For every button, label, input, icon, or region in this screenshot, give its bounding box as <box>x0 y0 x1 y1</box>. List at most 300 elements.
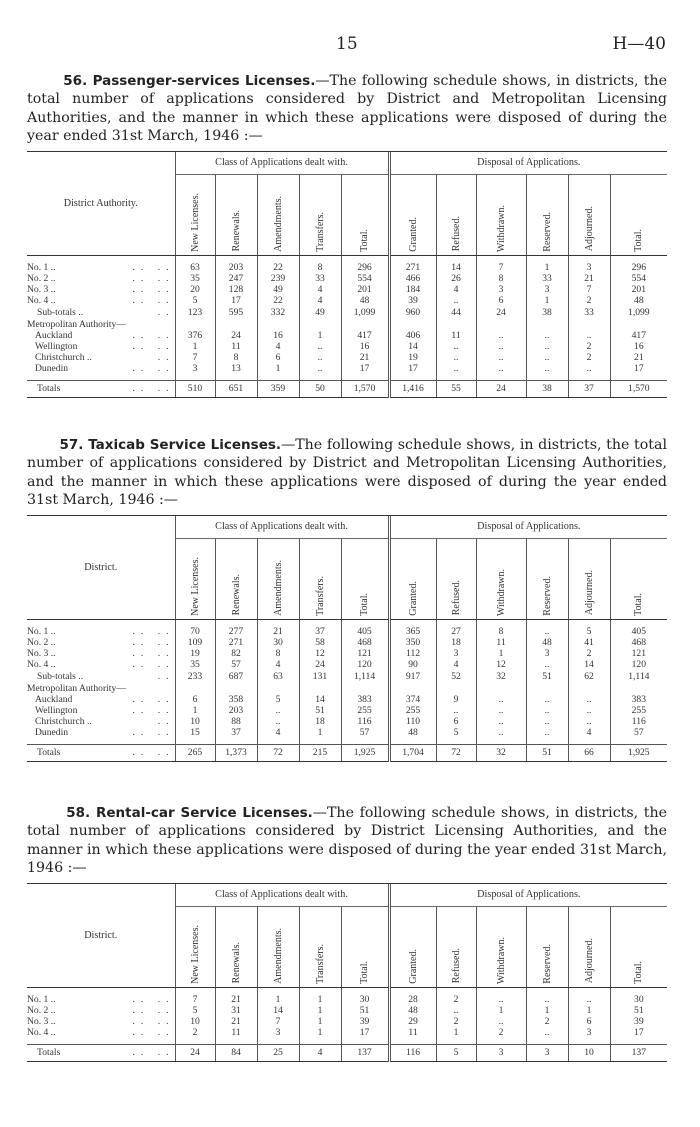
cell-value: .. <box>436 1005 476 1016</box>
cell-value: 1 <box>526 295 568 306</box>
cell-value: 687 <box>215 670 257 684</box>
section-heading: 58. Rental-car Service Licenses. <box>66 805 313 821</box>
cell-value: 1,704 <box>389 744 436 761</box>
cell-value: 17 <box>389 363 436 374</box>
cell-value: 10 <box>175 716 215 727</box>
row-label <box>27 295 175 306</box>
column-header-text: Renewals. <box>230 574 242 616</box>
cell-value: 8 <box>476 626 526 637</box>
column-header-text: Granted. <box>407 216 419 252</box>
column-header <box>568 174 610 255</box>
cell-value: 1 <box>175 705 215 716</box>
cell-value: 5 <box>436 1044 476 1061</box>
cell-value: 2 <box>568 341 610 352</box>
column-header-text: Withdrawn. <box>495 568 507 616</box>
metropolitan-row <box>27 330 667 341</box>
cell-value: 1 <box>436 1027 476 1038</box>
column-header <box>215 538 257 619</box>
cell-value: 332 <box>257 306 299 320</box>
cell-value: 39 <box>341 1016 389 1027</box>
cell-value: 8 <box>257 648 299 659</box>
row-label-text: No. 1 .. <box>27 993 56 1005</box>
totals-row <box>27 1044 667 1061</box>
section-rental-car-service <box>27 804 667 1062</box>
cell-value: 15 <box>175 727 215 738</box>
leader-dots: .. .. <box>132 746 175 758</box>
cell-value: .. <box>257 716 299 727</box>
cell-value: 4 <box>299 1044 341 1061</box>
metropolitan-label: Metropolitan Authority— <box>27 683 126 694</box>
section-passenger-services <box>27 72 667 398</box>
cell-value: 383 <box>610 694 667 705</box>
cell-value: 120 <box>610 659 667 670</box>
cell-value: 137 <box>341 1044 389 1061</box>
cell-value: 19 <box>175 648 215 659</box>
column-header <box>257 906 299 987</box>
cell-value: 417 <box>341 330 389 341</box>
row-label-text: Totals <box>37 382 61 394</box>
cell-value: 24 <box>215 330 257 341</box>
page-code: H—40 <box>612 34 666 54</box>
section-intro <box>27 804 667 878</box>
column-header <box>526 538 568 619</box>
cell-value: 21 <box>610 352 667 363</box>
cell-value: 1 <box>299 1005 341 1016</box>
cell-value: 184 <box>389 284 436 295</box>
cell-value: 12 <box>476 659 526 670</box>
cell-value: 3 <box>568 1027 610 1038</box>
leader-dots: .. <box>157 351 175 363</box>
cell-value: 5 <box>568 626 610 637</box>
cell-value: 4 <box>436 284 476 295</box>
cell-value: .. <box>568 330 610 341</box>
cell-value: 21 <box>215 1016 257 1027</box>
cell-value: 1,114 <box>341 670 389 684</box>
cell-value: 1 <box>526 1005 568 1016</box>
column-header <box>215 174 257 255</box>
column-header-text: Renewals. <box>230 942 242 984</box>
leader-dots: .. .. <box>132 261 175 273</box>
metropolitan-row <box>27 363 667 374</box>
cell-value: 48 <box>389 727 436 738</box>
cell-value: 27 <box>436 626 476 637</box>
cell-value: 271 <box>215 637 257 648</box>
cell-value: 417 <box>610 330 667 341</box>
cell-value: 365 <box>389 626 436 637</box>
cell-value: 1 <box>257 363 299 374</box>
cell-value: 39 <box>389 295 436 306</box>
column-header <box>568 906 610 987</box>
cell-value: .. <box>568 716 610 727</box>
cell-value: 37 <box>215 727 257 738</box>
cell-value: 203 <box>215 262 257 273</box>
cell-value: 2 <box>436 994 476 1005</box>
cell-value: 30 <box>341 994 389 1005</box>
row-label-text: Dunedin <box>35 362 69 374</box>
column-header-text: Adjourned. <box>583 206 595 252</box>
cell-value: 1,099 <box>610 306 667 320</box>
cell-value: 16 <box>610 341 667 352</box>
totals-row <box>27 380 667 397</box>
cell-value: .. <box>526 716 568 727</box>
cell-value: 120 <box>341 659 389 670</box>
cell-value: 63 <box>257 670 299 684</box>
metropolitan-row <box>27 705 667 716</box>
cell-value: .. <box>476 727 526 738</box>
cell-value: 17 <box>341 1027 389 1038</box>
district-column-header: District. <box>27 516 175 620</box>
column-header <box>610 906 667 987</box>
cell-value: 1 <box>476 648 526 659</box>
metropolitan-heading-row <box>27 320 667 330</box>
cell-value: .. <box>476 994 526 1005</box>
cell-value: 31 <box>215 1005 257 1016</box>
cell-value: .. <box>257 705 299 716</box>
cell-value: 121 <box>341 648 389 659</box>
cell-value: 595 <box>215 306 257 320</box>
cell-value: 554 <box>341 273 389 284</box>
group-header-class: Class of Applications dealt with. <box>175 516 389 539</box>
cell-value: .. <box>526 352 568 363</box>
column-header <box>476 906 526 987</box>
row-label-text: No. 3 .. <box>27 283 56 295</box>
cell-value: 39 <box>610 1016 667 1027</box>
district-row <box>27 273 667 284</box>
column-header-text: Total. <box>633 592 645 616</box>
cell-value: 1,925 <box>610 744 667 761</box>
column-header-text: Transfers. <box>314 575 326 616</box>
column-header <box>257 174 299 255</box>
cell-value: 17 <box>341 363 389 374</box>
cell-value: 16 <box>341 341 389 352</box>
cell-value: 17 <box>610 1027 667 1038</box>
row-label-text: Christchurch .. <box>35 351 92 363</box>
cell-value: 3 <box>476 284 526 295</box>
cell-value: 32 <box>476 670 526 684</box>
column-header-text: Refused. <box>450 948 462 984</box>
cell-value: 255 <box>341 705 389 716</box>
column-header <box>436 174 476 255</box>
cell-value: 20 <box>175 284 215 295</box>
cell-value: .. <box>476 363 526 374</box>
cell-value: 49 <box>299 306 341 320</box>
cell-value: 19 <box>389 352 436 363</box>
group-header-disposal: Disposal of Applications. <box>389 884 667 907</box>
row-label-text: No. 3 .. <box>27 647 56 659</box>
cell-value: 18 <box>436 637 476 648</box>
cell-value: 55 <box>436 380 476 397</box>
row-label <box>27 284 175 295</box>
cell-value: 3 <box>175 363 215 374</box>
cell-value: 17 <box>215 295 257 306</box>
row-label-text: Sub-totals .. <box>37 306 84 318</box>
cell-value: .. <box>299 352 341 363</box>
district-row <box>27 626 667 637</box>
row-label <box>27 341 175 352</box>
cell-value: 4 <box>299 295 341 306</box>
cell-value: 8 <box>215 352 257 363</box>
cell-value: 14 <box>299 694 341 705</box>
district-column-header: District. <box>27 884 175 988</box>
cell-value: .. <box>526 727 568 738</box>
leader-dots: .. .. <box>132 636 175 648</box>
cell-value: .. <box>526 705 568 716</box>
column-header-text: Reserved. <box>541 211 553 252</box>
column-header <box>568 538 610 619</box>
cell-value: .. <box>436 705 476 716</box>
column-header-text: Reserved. <box>541 575 553 616</box>
cell-value: 6 <box>568 1016 610 1027</box>
cell-value: 1 <box>299 727 341 738</box>
totals-row <box>27 744 667 761</box>
cell-value: 510 <box>175 380 215 397</box>
cell-value: 48 <box>389 1005 436 1016</box>
statistics-table <box>27 516 667 762</box>
column-header-text: Total. <box>633 960 645 984</box>
cell-value: 3 <box>436 648 476 659</box>
column-header-text: Renewals. <box>230 210 242 252</box>
cell-value: 14 <box>257 1005 299 1016</box>
cell-value: 2 <box>526 1016 568 1027</box>
column-header <box>389 174 436 255</box>
row-label <box>27 694 175 705</box>
subtotal-row <box>27 670 667 684</box>
cell-value: 11 <box>436 330 476 341</box>
cell-value: 1 <box>175 341 215 352</box>
row-label-text: No. 4 .. <box>27 658 56 670</box>
cell-value: 24 <box>175 1044 215 1061</box>
cell-value: 116 <box>341 716 389 727</box>
leader-dots: .. .. <box>132 283 175 295</box>
cell-value: 72 <box>257 744 299 761</box>
cell-value: 3 <box>526 1044 568 1061</box>
cell-value: 22 <box>257 295 299 306</box>
district-row <box>27 284 667 295</box>
column-header-text: Transfers. <box>314 211 326 252</box>
section-intro-text: —The following schedule shows, in districts, the total number of applications considered by District and Metropolitan Licensing Authorities, and the manner in which these applications were disposed of during the year ended 31st March, 1946 :— <box>27 73 667 145</box>
cell-value: 70 <box>175 626 215 637</box>
row-label-text: No. 4 .. <box>27 294 56 306</box>
cell-value: 8 <box>476 273 526 284</box>
cell-value: 3 <box>476 1044 526 1061</box>
column-header-text: Reserved. <box>541 943 553 984</box>
section-intro-text: —The following schedule shows, in districts, the total number of applications considered by District Licensing Authorities, and the manner in which these applications were disposed of during the year ended 31st March, 1946 :— <box>27 805 667 877</box>
row-label <box>27 262 175 273</box>
cell-value: .. <box>476 341 526 352</box>
cell-value: 3 <box>568 262 610 273</box>
cell-value: 1,925 <box>341 744 389 761</box>
column-header <box>257 538 299 619</box>
district-column-header: District Authority. <box>27 152 175 256</box>
row-label <box>27 716 175 727</box>
cell-value: .. <box>299 341 341 352</box>
row-label <box>27 659 175 670</box>
cell-value: .. <box>568 705 610 716</box>
cell-value: 51 <box>526 670 568 684</box>
cell-value: 277 <box>215 626 257 637</box>
cell-value: 1 <box>568 1005 610 1016</box>
column-header-text: New Licenses. <box>189 192 201 252</box>
cell-value: 22 <box>257 262 299 273</box>
cell-value: 16 <box>257 330 299 341</box>
cell-value: 116 <box>389 1044 436 1061</box>
cell-value: 405 <box>610 626 667 637</box>
cell-value: 376 <box>175 330 215 341</box>
cell-value: 131 <box>299 670 341 684</box>
cell-value: 359 <box>257 380 299 397</box>
row-label <box>27 273 175 284</box>
cell-value: 7 <box>257 1016 299 1027</box>
cell-value: 88 <box>215 716 257 727</box>
column-header <box>526 174 568 255</box>
cell-value: 5 <box>257 694 299 705</box>
cell-value: .. <box>526 330 568 341</box>
row-label-text: Christchurch .. <box>35 715 92 727</box>
row-label-text: No. 3 .. <box>27 1015 56 1027</box>
row-label-text: No. 2 .. <box>27 272 56 284</box>
cell-value: 11 <box>215 341 257 352</box>
cell-value: 35 <box>175 273 215 284</box>
cell-value: 33 <box>568 306 610 320</box>
district-row <box>27 295 667 306</box>
cell-value: 37 <box>299 626 341 637</box>
district-row <box>27 1005 667 1016</box>
district-row <box>27 262 667 273</box>
row-label <box>27 637 175 648</box>
cell-value: 51 <box>299 705 341 716</box>
cell-value: 651 <box>215 380 257 397</box>
cell-value: 13 <box>215 363 257 374</box>
leader-dots: .. .. <box>132 704 175 716</box>
cell-value: .. <box>568 694 610 705</box>
column-header-text: Refused. <box>450 216 462 252</box>
cell-value: 271 <box>389 262 436 273</box>
cell-value: 112 <box>389 648 436 659</box>
cell-value: 62 <box>568 670 610 684</box>
cell-value: 3 <box>526 648 568 659</box>
column-header-text: New Licenses. <box>189 556 201 616</box>
cell-value: 1 <box>257 994 299 1005</box>
cell-value: 350 <box>389 637 436 648</box>
cell-value: 1,099 <box>341 306 389 320</box>
row-label <box>27 363 175 374</box>
row-label <box>27 1016 175 1027</box>
cell-value: 1 <box>526 262 568 273</box>
column-header <box>341 906 389 987</box>
cell-value: 2 <box>568 295 610 306</box>
row-label-text: Totals <box>37 746 61 758</box>
metropolitan-row <box>27 727 667 738</box>
column-header-text: Withdrawn. <box>495 204 507 252</box>
cell-value: .. <box>476 716 526 727</box>
column-header <box>175 538 215 619</box>
cell-value: 201 <box>341 284 389 295</box>
cell-value: 960 <box>389 306 436 320</box>
column-header-text: Amendments. <box>272 927 284 984</box>
cell-value: 11 <box>215 1027 257 1038</box>
column-header <box>299 538 341 619</box>
row-label-text: No. 2 .. <box>27 1004 56 1016</box>
cell-value: 255 <box>610 705 667 716</box>
cell-value: 1 <box>299 1027 341 1038</box>
metropolitan-label: Metropolitan Authority— <box>27 319 126 330</box>
row-label <box>27 727 175 738</box>
group-header-class: Class of Applications dealt with. <box>175 152 389 175</box>
cell-value: 215 <box>299 744 341 761</box>
leader-dots: .. .. <box>132 993 175 1005</box>
cell-value: 24 <box>476 306 526 320</box>
leader-dots: .. .. <box>132 1026 175 1038</box>
cell-value: 374 <box>389 694 436 705</box>
cell-value: 18 <box>299 716 341 727</box>
cell-value: 48 <box>341 295 389 306</box>
cell-value: 12 <box>299 648 341 659</box>
cell-value: 116 <box>610 716 667 727</box>
column-header-text: Transfers. <box>314 943 326 984</box>
cell-value: 21 <box>257 626 299 637</box>
leader-dots: .. <box>157 306 175 318</box>
column-header-text: Amendments. <box>272 559 284 616</box>
cell-value: 1 <box>299 1016 341 1027</box>
cell-value: 72 <box>436 744 476 761</box>
row-label <box>27 648 175 659</box>
cell-value: 255 <box>389 705 436 716</box>
cell-value: .. <box>476 1016 526 1027</box>
cell-value: .. <box>436 295 476 306</box>
leader-dots: .. .. <box>132 726 175 738</box>
cell-value: 51 <box>526 744 568 761</box>
column-header <box>389 906 436 987</box>
district-row <box>27 994 667 1005</box>
statistics-table <box>27 884 667 1062</box>
column-header <box>215 906 257 987</box>
cell-value: 383 <box>341 694 389 705</box>
cell-value: .. <box>476 705 526 716</box>
cell-value: 1,570 <box>610 380 667 397</box>
section-taxicab-service <box>27 436 667 762</box>
cell-value: 247 <box>215 273 257 284</box>
cell-value: .. <box>526 341 568 352</box>
cell-value: 123 <box>175 306 215 320</box>
cell-value: 4 <box>257 727 299 738</box>
cell-value: 11 <box>389 1027 436 1038</box>
cell-value: 7 <box>175 352 215 363</box>
cell-value: .. <box>476 694 526 705</box>
district-row <box>27 637 667 648</box>
cell-value: 4 <box>257 659 299 670</box>
metropolitan-row <box>27 694 667 705</box>
row-label <box>27 705 175 716</box>
cell-value: 917 <box>389 670 436 684</box>
cell-value: 9 <box>436 694 476 705</box>
column-header-text: Total. <box>359 960 371 984</box>
row-label <box>27 1005 175 1016</box>
row-label-text: Dunedin <box>35 726 69 738</box>
row-label <box>27 744 175 761</box>
cell-value: 90 <box>389 659 436 670</box>
page-header <box>0 34 700 56</box>
cell-value: 21 <box>341 352 389 363</box>
cell-value: 32 <box>476 744 526 761</box>
cell-value: 6 <box>175 694 215 705</box>
cell-value: .. <box>476 330 526 341</box>
cell-value: 1 <box>476 1005 526 1016</box>
cell-value: .. <box>568 994 610 1005</box>
leader-dots: .. .. <box>132 382 175 394</box>
cell-value: 6 <box>476 295 526 306</box>
group-header-disposal: Disposal of Applications. <box>389 516 667 539</box>
cell-value: 296 <box>341 262 389 273</box>
